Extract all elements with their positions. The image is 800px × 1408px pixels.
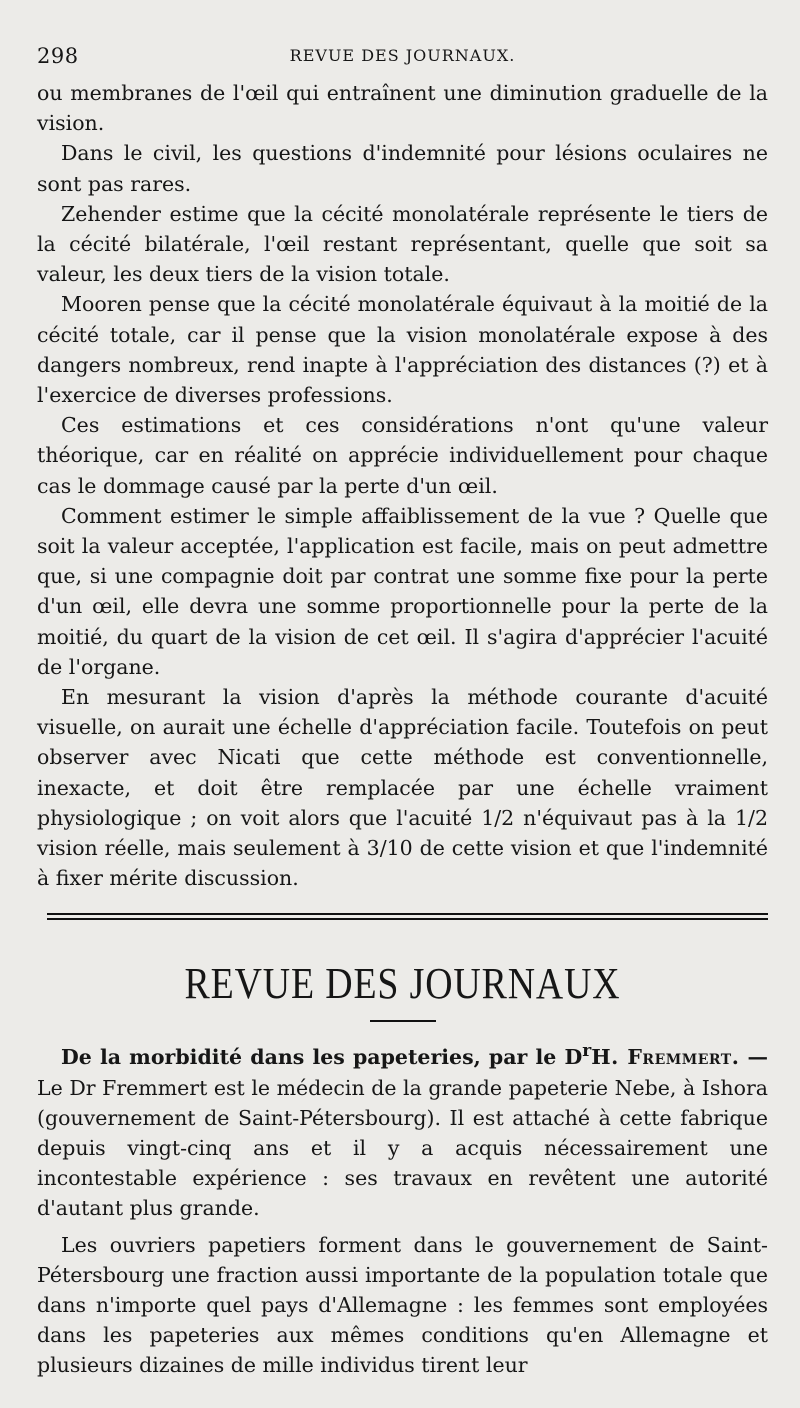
- running-title: REVUE DES JOURNAUX.: [289, 46, 516, 65]
- article-first-paragraph-text: Le Dr Fremmert est le médecin de la grande papeterie Nebe, à Ishora (gouvernement de Saint-Pétersbourg). Il est attaché à cette fabrique depuis vingt-cinq ans et il y a acquis nécessairement une incontestable expérience : ses travaux en revêtent une autorité d'autant plus grande.: [37, 1075, 768, 1221]
- paragraph-7: En mesurant la vision d'après la méthode courante d'acuité visuelle, on aurait une échelle d'appréciation facile. Toutefois on peut observer avec Nicati que cette méthode est conventionnelle, inexacte, et doit être remplacée par une échelle vraiment physiologique ; on voit alors que l'acuité 1/2 n'équivaut pas à la 1/2 vision réelle, mais seulement à 3/10 de cette vision et que l'indemnité à fixer mérite discussion.: [37, 685, 768, 891]
- paragraph-5: Ces estimations et ces considérations n'ont qu'une valeur théorique, car en réalité on apprécie individuellement pour chaque cas le dommage causé par la perte d'un œil.: [37, 413, 768, 498]
- section-heading: REVUE DES JOURNAUX: [184, 959, 621, 1009]
- page-number: 298: [37, 44, 79, 68]
- running-head: [37, 38, 768, 78]
- paragraph-4: Mooren pense que la cécité monolatérale équivaut à la moitié de la cécité totale, car il pense que la vision monolatérale expose à des dangers nombreux, rend inapte à l'appréciation des distances (?) et à l'exercice de diverses professions.: [37, 292, 768, 408]
- article-title: De la morbidité dans les papeteries, par le $D^rH$. Fremmert. —: [61, 1041, 769, 1070]
- article-author: H. Fremmert.: [591, 1045, 740, 1070]
- body-text: [37, 78, 768, 893]
- paragraph-3: Zehender estime que la cécité monolatérale représente le tiers de la cécité bilatérale, l'œil restant représentant, quelle que soit sa valeur, les deux tiers de la vision totale.: [37, 201, 768, 287]
- article-byline-sup: r: [582, 1041, 592, 1062]
- paragraph-1: ou membranes de l'œil qui entraînent une diminution graduelle de la vision.: [37, 81, 768, 136]
- article-title-separator: —: [739, 1045, 769, 1070]
- paragraph-6: Comment estimer le simple affaiblissement de la vue ? Quelle que soit la valeur acceptée, l'application est facile, mais on peut admettre que, si une compagnie doit par contrat une somme fixe pour la perte d'un œil, elle devra une somme proportionnelle pour la perte de la moitié, du quart de la vision de cet œil. Il s'agira d'apprécier l'acuité de l'organe.: [37, 503, 768, 679]
- article-second-paragraph: Les ouvriers papetiers forment dans le gouvernement de Saint-Pétersbourg une fraction aussi importante de la population totale que dans n'importe quel pays d'Allemagne : les femmes sont employées dans les papeteries aux mêmes conditions qu'en Allemagne et plusieurs dizaines de mille individus tirent leur: [37, 1232, 768, 1378]
- article-byline-prefix: par le D: [480, 1045, 583, 1070]
- heading-rule: [370, 1020, 436, 1022]
- article-first-paragraph: [37, 1036, 768, 1223]
- section-divider: [47, 913, 768, 920]
- paragraph-2: Dans le civil, les questions d'indemnité pour lésions oculaires ne sont pas rares.: [37, 141, 768, 196]
- article: [37, 1036, 768, 1380]
